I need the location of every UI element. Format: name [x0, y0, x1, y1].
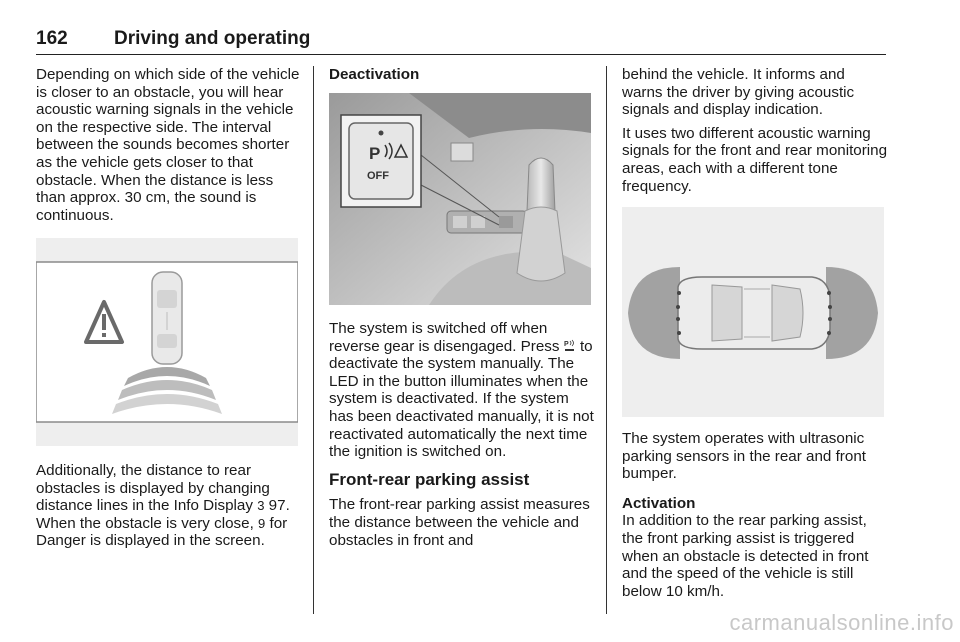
page-header	[36, 26, 886, 55]
front-rear-parking-assist-heading: Front-rear parking assist	[329, 469, 530, 489]
column-2	[329, 66, 595, 84]
parking-assist-button-icon	[564, 339, 576, 353]
front-zone-icon	[826, 267, 878, 359]
car-top-view-icon	[152, 272, 182, 364]
paragraph: It uses two different acoustic warning signals for the front and rear monitoring areas, each with a different tone frequency.	[622, 124, 888, 195]
paragraph: Additionally, the distance to rear obstacles is displayed by changing distance lines in the Info Display 3 97. When the obstacle is very close, 9 for Danger is displayed in the screen.	[36, 462, 290, 550]
column-1-lower	[36, 462, 300, 550]
paragraph: behind the vehicle. It informs and warns the driver by giving acoustic signals and display indication.	[622, 66, 855, 119]
parking-assist-button-callout	[341, 115, 421, 207]
watermark: carmanualsonline.info	[729, 610, 954, 635]
parking-display-illustration	[36, 238, 298, 446]
paragraph: The front-rear parking assist measures the distance between the vehicle and obstacles in front and	[329, 496, 590, 549]
page-number: 162	[36, 28, 68, 49]
paragraph: The system is switched off when reverse gear is disengaged. Press P to deactivate the system manually. The LED in the button illuminates when the system is deactivated. If the system has been deactivated manually, it is not reactivated automatically the next time the ignition is switched on.	[329, 320, 594, 461]
paragraph: Depending on which side of the vehicle is closer to an obstacle, you will hear acoustic warning signals in the vehicle on the respective side. The interval between the sounds becomes shorter as the vehicle gets closer to that obstacle. When the distance is less than approx. 30 cm, the sound is continuous.	[36, 66, 300, 224]
paragraph: The system operates with ultrasonic parking sensors in the rear and front bumper.	[622, 430, 866, 483]
activation-heading: Activation	[622, 494, 696, 512]
cross-reference-icon: 3	[257, 498, 265, 514]
front-rear-sensor-figure	[622, 207, 884, 417]
button-p-label: P	[369, 144, 381, 163]
deactivation-heading: Deactivation	[329, 66, 420, 83]
paragraph: In addition to the rear parking assist, the front parking assist is triggered when an obstacle is detected in front and the speed of the vehicle is still below 10 km/h.	[622, 512, 869, 600]
column-1	[36, 66, 300, 224]
column-2-lower	[329, 320, 595, 549]
column-3-lower	[622, 430, 888, 600]
parking-button-figure	[329, 93, 591, 305]
svg-text:P: P	[563, 340, 569, 348]
danger-symbol-icon: 9	[258, 515, 266, 531]
column-3	[622, 66, 888, 195]
rear-parking-display-figure	[36, 238, 298, 446]
column-divider	[606, 66, 607, 614]
button-off-label: OFF	[367, 170, 389, 182]
rear-zone-icon	[628, 267, 680, 359]
sensor-zones-illustration	[622, 207, 884, 417]
section-title: Driving and operating	[114, 28, 311, 49]
center-console-illustration	[329, 93, 591, 305]
column-divider	[313, 66, 314, 614]
car-top-view-icon	[678, 277, 830, 349]
